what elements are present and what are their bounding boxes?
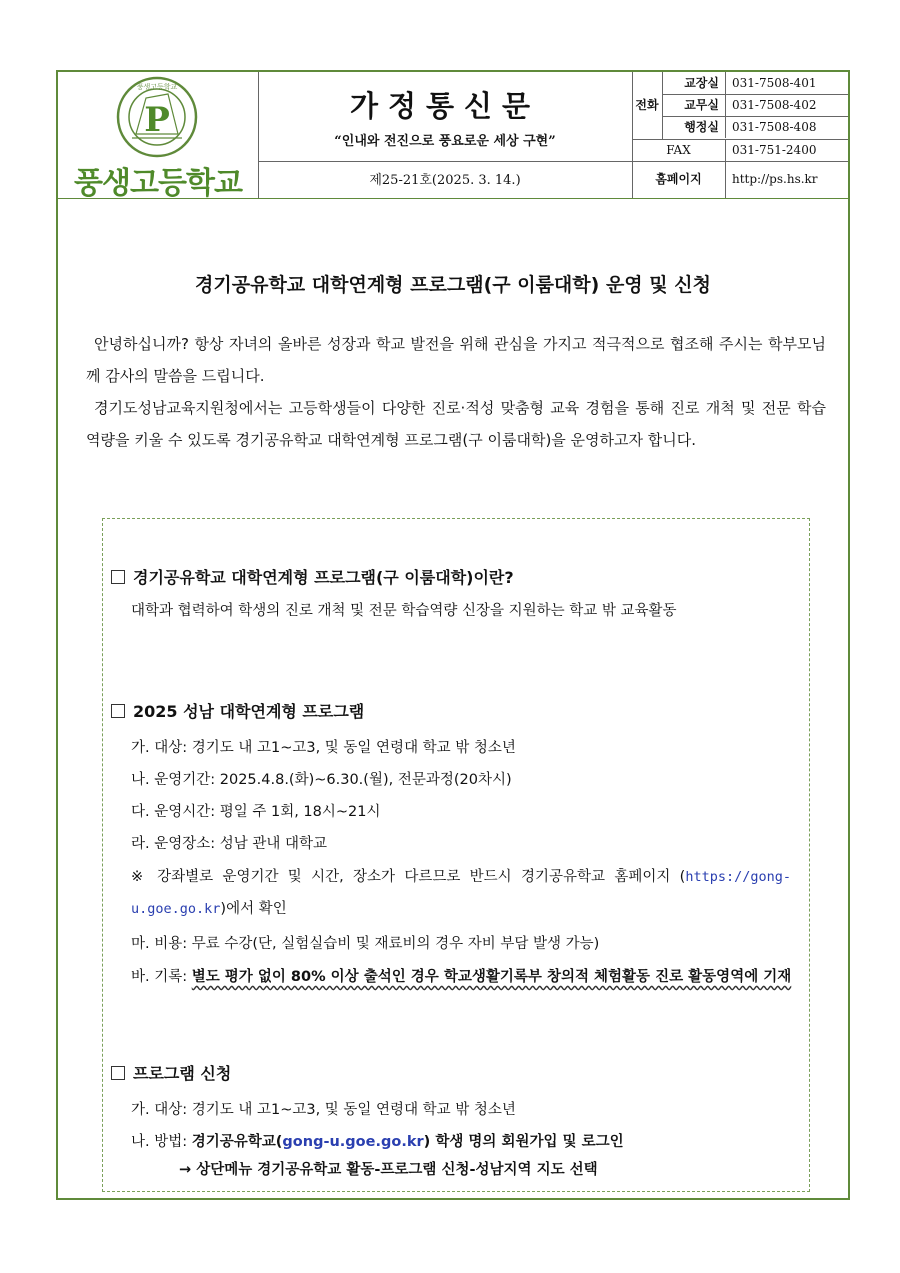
fax-number: 031-751-2400 xyxy=(732,143,817,157)
school-emblem-icon xyxy=(116,76,198,158)
section-apply-heading: 프로그램 신청 xyxy=(111,1061,231,1084)
program-place: 라. 운영장소: 성남 관내 대학교 xyxy=(131,836,328,852)
phone-label: 전화 xyxy=(632,72,663,139)
apply-path: → 상단메뉴 경기공유학교 활동-프로그램 신청-성남지역 지도 선택 xyxy=(179,1162,598,1178)
document-title: 경기공유학교 대학연계형 프로그램(구 이룸대학) 운영 및 신청 xyxy=(195,274,711,296)
gong-u-signup-link[interactable]: gong-u.goe.go.kr xyxy=(282,1134,424,1150)
intro-paragraph-2: 경기도성남교육지원청에서는 고등학생들이 다양한 진로·적성 맞춤형 교육 경험을 통해 진로 개척 및 전문 학습 역량을 키울 수 있도록 경기공유학교 대학연계형 프로그램(구 이룸대학)을 운영하고자 합니다. xyxy=(86,399,826,449)
section-about-body: 대학과 협력하여 학생의 진로 개척 및 전문 학습역량 신장을 지원하는 학교 밖 교육활동 xyxy=(131,603,677,619)
section-about-heading: 경기공유학교 대학연계형 프로그램(구 이룸대학)이란? xyxy=(111,565,514,588)
checkbox-square-icon xyxy=(111,704,125,718)
program-note: ※ 강좌별로 운영기간 및 시간, 장소가 다르므로 반드시 경기공유학교 홈페이지 (https://gong-u.goe.go.kr)에서 확인 xyxy=(131,869,791,917)
title-cell xyxy=(258,72,633,198)
program-target: 가. 대상: 경기도 내 고1~고3, 및 동일 연령대 학교 밖 청소년 xyxy=(131,740,516,756)
program-cost: 마. 비용: 무료 수강(단, 실험실습비 및 재료비의 경우 자비 부담 발생 가능) xyxy=(131,936,600,952)
newsletter-frame xyxy=(56,70,850,1200)
intro-paragraph-1: 안녕하십니까? 항상 자녀의 올바른 성장과 학교 발전을 위해 관심을 가지고 적극적으로 협조해 주시는 학부모님께 감사의 말씀을 드립니다. xyxy=(86,335,826,385)
fax-label: FAX xyxy=(632,139,726,161)
contact-number-admin: 031-7508-408 xyxy=(732,120,817,134)
contact-number-principal: 031-7508-401 xyxy=(732,76,817,90)
program-record: 바. 기록: 별도 평가 없이 80% 이상 출석인 경우 학교생활기록부 창의적 체험활동 진로 활동영역에 기재 xyxy=(131,969,792,985)
newsletter-title: 가정통신문 xyxy=(349,89,541,123)
program-period: 나. 운영기간: 2025.4.8.(화)~6.30.(월), 전문과정(20차시) xyxy=(131,772,512,788)
contact-name-principal: 교장실 xyxy=(663,72,726,94)
contact-table xyxy=(632,72,848,198)
record-emphasis: 별도 평가 없이 80% 이상 출석인 경우 학교생활기록부 창의적 체험활동 진로 활동영역에 기재 xyxy=(191,969,792,985)
program-info-box xyxy=(102,518,810,1192)
contact-name-academic: 교무실 xyxy=(663,94,726,116)
contact-number-academic: 031-7508-402 xyxy=(732,98,817,112)
logo-cell xyxy=(58,72,259,201)
issue-number: 제25-21호(2025. 3. 14.) xyxy=(258,161,632,199)
emblem-letter: P xyxy=(144,100,170,140)
school-name: 풍생고등학교 xyxy=(74,166,242,201)
homepage-link[interactable]: http://ps.hs.kr xyxy=(732,172,818,186)
section-program-heading: 2025 성남 대학연계형 프로그램 xyxy=(111,699,364,722)
intro-text xyxy=(86,328,826,456)
program-time: 다. 운영시간: 평일 주 1회, 18시~21시 xyxy=(131,804,381,820)
newsletter-header xyxy=(58,72,848,199)
homepage-label: 홈페이지 xyxy=(632,161,726,198)
gong-u-homepage-link[interactable]: https://gong-u.goe.go.kr xyxy=(131,869,791,917)
checkbox-square-icon xyxy=(111,1066,125,1080)
checkbox-square-icon xyxy=(111,570,125,584)
contact-name-admin: 행정실 xyxy=(663,116,726,138)
apply-target: 가. 대상: 경기도 내 고1~고3, 및 동일 연령대 학교 밖 청소년 xyxy=(131,1102,516,1118)
apply-method: 나. 방법: 경기공유학교(gong-u.goe.go.kr) 학생 명의 회원가입 및 로그인 xyxy=(131,1134,624,1150)
school-motto: “인내와 전진으로 풍요로운 세상 구현” xyxy=(334,134,556,149)
emblem-text: 풍생고등학교 xyxy=(136,83,178,91)
